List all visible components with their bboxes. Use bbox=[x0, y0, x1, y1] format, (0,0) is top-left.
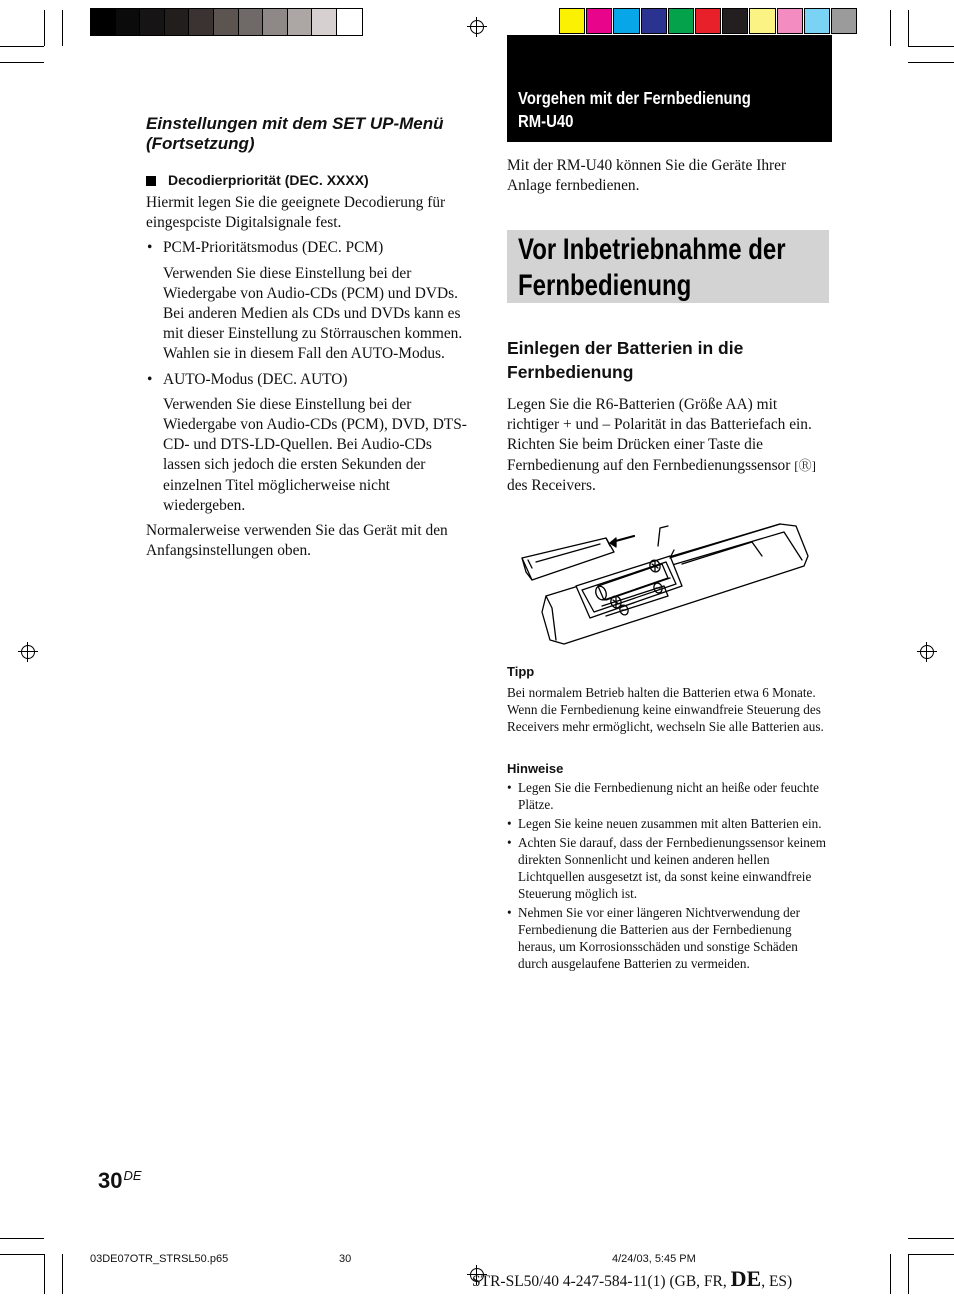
crop-line bbox=[908, 10, 909, 46]
battery-paragraph bbox=[507, 395, 829, 496]
color-swatch bbox=[722, 8, 748, 34]
sensor-symbol-icon: [Ⓡ] bbox=[794, 457, 816, 473]
page-number-suffix: DE bbox=[123, 1168, 142, 1183]
option-item bbox=[146, 370, 471, 390]
battery-heading: Einlegen der Batterien in die Fernbedienung bbox=[507, 338, 744, 382]
gray-swatch bbox=[91, 9, 116, 35]
gray-swatch bbox=[312, 9, 337, 35]
remote-battery-illustration bbox=[512, 516, 812, 648]
color-swatch bbox=[559, 8, 585, 34]
registration-mark-icon bbox=[917, 642, 937, 662]
intro-paragraph: Hiermit legen Sie die geeignete Decodierung für eingespciste Digitalsignale fest. bbox=[146, 194, 446, 232]
gray-swatch bbox=[263, 9, 288, 35]
tip-text: Bei normalem Betrieb halten die Batterien etwa 6 Monate. Wenn die Fernbedienung keine einwandfreie Steuerung des Receivers mehr ermöglicht, wechseln Sie alle Batterien aus. bbox=[507, 685, 824, 734]
note-text: Achten Sie darauf, dass der Fernbedienungssensor keinem direkten Sonnenlicht und keinen anderen hellen Lichtquellen ausgesetzt ist, da sonst keine einwandfreie Steuerung möglich ist. bbox=[518, 835, 826, 901]
battery-text: des Receivers. bbox=[507, 476, 596, 494]
color-swatch bbox=[613, 8, 639, 34]
chapter-banner-line: RM-U40 bbox=[518, 111, 574, 131]
color-swatch bbox=[777, 8, 803, 34]
chapter-banner bbox=[507, 35, 832, 142]
registration-mark-icon bbox=[467, 17, 487, 37]
crop-line bbox=[908, 1238, 954, 1239]
crop-line bbox=[908, 1254, 909, 1294]
page-number-value: 30 bbox=[98, 1168, 123, 1193]
chapter-banner-title bbox=[518, 87, 751, 133]
model-prefix: STR-SL50/40 4-247-584-11(1) (GB, FR, bbox=[472, 1273, 731, 1290]
gray-swatch bbox=[288, 9, 313, 35]
crop-line bbox=[908, 1254, 954, 1255]
crop-line bbox=[908, 62, 954, 63]
page-number bbox=[98, 1168, 142, 1194]
bullet-icon: • bbox=[507, 816, 512, 831]
color-swatch bbox=[749, 8, 775, 34]
crop-line bbox=[62, 1254, 63, 1294]
bullet-icon: • bbox=[507, 780, 512, 795]
tip-section bbox=[507, 664, 829, 735]
color-swatch bbox=[641, 8, 667, 34]
note-item bbox=[507, 904, 829, 972]
bullet-icon: • bbox=[507, 905, 512, 920]
page-title-line: Fernbedienung bbox=[518, 269, 692, 302]
model-language: DE bbox=[730, 1266, 762, 1291]
bullet-icon: • bbox=[507, 835, 512, 850]
crop-line bbox=[890, 10, 891, 46]
color-swatch bbox=[695, 8, 721, 34]
crop-line bbox=[44, 10, 45, 46]
left-column bbox=[146, 114, 471, 561]
crop-line bbox=[908, 46, 954, 47]
color-swatch bbox=[668, 8, 694, 34]
page-title-line: Vor Inbetriebnahme der bbox=[518, 233, 786, 266]
gray-swatch bbox=[165, 9, 190, 35]
option-name: AUTO-Modus (DEC. AUTO) bbox=[163, 370, 348, 388]
bullet-icon: • bbox=[147, 370, 153, 388]
note-item bbox=[507, 815, 829, 832]
bullet-icon: • bbox=[147, 239, 153, 257]
gray-swatch bbox=[214, 9, 239, 35]
notes-label: Hinweise bbox=[507, 761, 564, 776]
note-item bbox=[507, 779, 829, 813]
gray-swatch bbox=[239, 9, 264, 35]
crop-line bbox=[0, 1238, 44, 1239]
slug-filename: 03DE07OTR_STRSL50.p65 bbox=[90, 1253, 229, 1265]
note-text: Legen Sie keine neuen zusammen mit alten Batterien ein. bbox=[518, 816, 822, 831]
battery-text: Legen Sie die R6-Batterien (Größe AA) mit richtiger + und – Polarität in das Batteriefach ein. Richten Sie beim Drücken einer Taste die Fernbedienung auf den Fernbedienungssensor bbox=[507, 396, 812, 474]
option-description: Verwenden Sie diese Einstellung bei der Wiedergabe von Audio-CDs (PCM), DVD, DTS-CD- und DTS-LD-Quellen. Bei Audio-CDs lassen sich jedoch die ersten Sekunden der einzelnen Titel möglicherweise nicht wiedergeben. bbox=[163, 395, 467, 514]
crop-line bbox=[0, 1254, 44, 1255]
crop-line bbox=[0, 46, 44, 47]
gray-swatch bbox=[337, 9, 362, 35]
subsection-title bbox=[146, 172, 471, 189]
registration-mark-icon bbox=[18, 642, 38, 662]
tip-label: Tipp bbox=[507, 664, 535, 679]
crop-line bbox=[890, 1254, 891, 1294]
grayscale-calibration-strip bbox=[90, 8, 363, 36]
note-item bbox=[507, 834, 829, 902]
color-swatch bbox=[831, 8, 857, 34]
page-title-box bbox=[507, 230, 829, 303]
closing-paragraph: Normalerweise verwenden Sie das Gerät mit den Anfangsinstellungen oben. bbox=[146, 522, 448, 560]
chapter-intro: Mit der RM-U40 können Sie die Geräte Ihrer Anlage fernbedienen. bbox=[507, 157, 787, 195]
option-description: Verwenden Sie diese Einstellung bei der Wiedergabe von Audio-CDs (PCM) und DVDs. Bei anderen Medien als CDs und DVDs kann es mit dieser Einstellung zu Störrauschen kommen. Wahlen sie in diesem Fall den AUTO-Modus. bbox=[163, 264, 463, 363]
slug-page: 30 bbox=[339, 1253, 352, 1265]
notes-section bbox=[507, 761, 829, 972]
crop-line bbox=[62, 10, 63, 46]
option-item bbox=[146, 238, 471, 258]
gray-swatch bbox=[189, 9, 214, 35]
crop-line bbox=[0, 62, 44, 63]
option-name: PCM-Prioritätsmodus (DEC. PCM) bbox=[163, 239, 384, 257]
section-title: Einstellungen mit dem SET UP-Menü (Fortsetzung) bbox=[146, 114, 444, 153]
note-text: Nehmen Sie vor einer längeren Nichtverwendung der Fernbedienung die Batterien aus der Fernbedienung heraus, um Korrosionsschäden und sonstige Schäden durch ausgelaufene Batterien zu vermeiden. bbox=[518, 905, 800, 971]
crop-line bbox=[44, 1254, 45, 1294]
slug-date: 4/24/03, 5:45 PM bbox=[612, 1253, 696, 1265]
square-bullet-icon bbox=[146, 176, 156, 186]
color-calibration-strip bbox=[559, 8, 858, 34]
page-title bbox=[518, 232, 786, 304]
color-swatch bbox=[586, 8, 612, 34]
gray-swatch bbox=[140, 9, 165, 35]
chapter-banner-line: Vorgehen mit der Fernbedienung bbox=[518, 88, 751, 108]
gray-swatch bbox=[116, 9, 141, 35]
subsection-title-text: Decodierpriorität (DEC. XXXX) bbox=[168, 172, 369, 188]
note-text: Legen Sie die Fernbedienung nicht an heiße oder feuchte Plätze. bbox=[518, 780, 820, 812]
model-suffix: , ES) bbox=[761, 1273, 793, 1290]
color-swatch bbox=[804, 8, 830, 34]
model-line bbox=[472, 1266, 792, 1292]
